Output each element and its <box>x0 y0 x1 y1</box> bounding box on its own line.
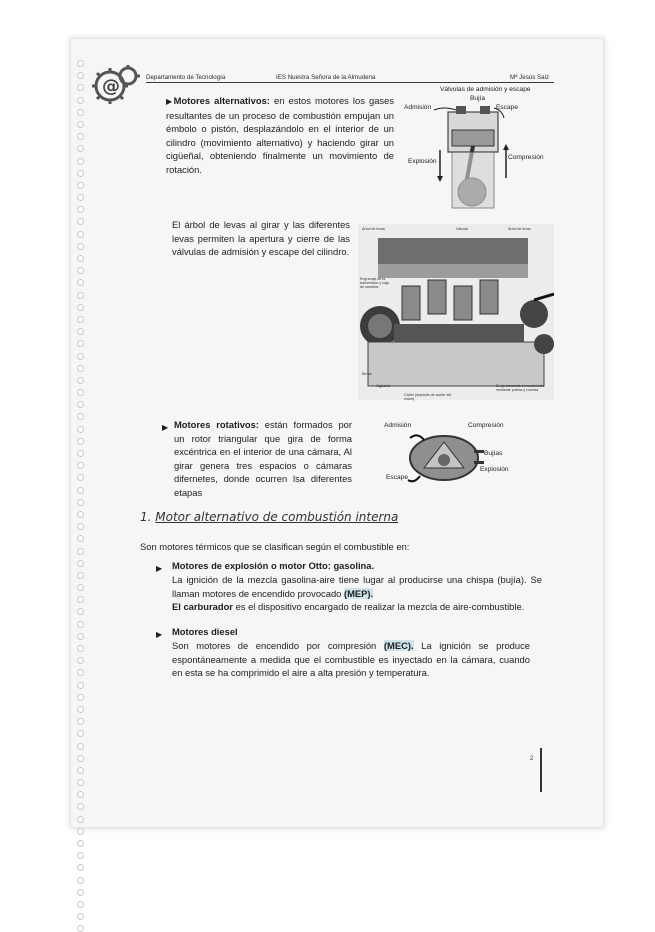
piston-compression-label: Compresión <box>508 154 544 161</box>
otto-bullet: ▶ <box>156 564 163 573</box>
rotary-explosion-label: Explosión <box>480 466 509 473</box>
rotary-admission-label: Admisión <box>384 422 412 429</box>
page-number: 2 <box>530 756 534 762</box>
rotary-exhaust-label: Escape <box>386 474 408 481</box>
otto-p2: es el dispositivo encargado de realizar la mezcla de aire-combustible. <box>232 601 525 613</box>
piston-valves-label: Válvulas de admisión y escape <box>440 86 531 93</box>
diesel-p1b: La ignición se produce espontáneamente a medida que el combustible es inyectado en la cámara, cuando en esta se ha comprimido el aire a alta presión y temperatura. <box>172 640 530 679</box>
arbol-paragraph: El árbol de levas al girar y las diferentes levas permiten la apertura y cierre de las válvulas de admisión y escape del cilindro. <box>172 219 350 258</box>
section-heading-number: 1. <box>140 510 152 524</box>
rotativos-lead: Motores rotativos: <box>174 419 259 430</box>
piston-exhaust-label: Escape <box>496 104 518 111</box>
rotary-diagram <box>398 428 498 488</box>
engine-gears-label: Engranaje de la transmisión y caja de cambios <box>360 277 389 290</box>
diesel-p1a: Son motores de encendido por compresión <box>172 640 384 651</box>
rotativos-paragraph <box>174 418 352 500</box>
rotary-spark-label: Bujías <box>484 450 503 457</box>
rotativos-bullet: ▶ <box>162 423 169 432</box>
piston-spark-label: Bujía <box>470 95 486 102</box>
engine-sump-label: Cárter (depósito de aceite del motor) <box>404 393 452 402</box>
rotary-compression-label: Compresión <box>468 422 504 429</box>
alternativos-body: en estos motores los gases resultantes de un proceso de combustión empujan un émbolo o pistón, desplazándolo en el interior de un cilindro (movimiento alternativo) y haciendo girar un cigüeñal, obteniendo finalmente un movimiento de rotación. <box>166 95 395 175</box>
svg-text:@: @ <box>102 76 120 97</box>
engine-belt-label: El eje transmite el movimiento mediante poleas y correas <box>496 384 544 393</box>
alternativos-paragraph: ▶Motores alternativos: en estos motores los gases resultantes de un proceso de combustión empujan un émbolo o pistón, desplazándolo en el interior de un cilindro (movimiento alternativo) y haciendo girar un cigüeñal, obteniendo finalmente un movimiento de rotación. <box>166 95 395 175</box>
diesel-bullet: ▶ <box>156 630 163 639</box>
header-author: Mª Jesús Saiz <box>510 74 550 81</box>
diesel-lead <box>172 625 542 639</box>
otto-lead-text: Motores de explosión o motor Otto: gasolina <box>172 560 372 571</box>
engine-valve-label: Válvula <box>456 227 468 231</box>
otto-p1: La ignición de la mezcla gasolina-aire tiene lugar al producirse una chispa (bujía). Se llaman motores de encendido provocado <box>172 574 542 599</box>
header-department: Departamento de Tecnología <box>146 74 226 81</box>
binding-holes <box>74 60 88 800</box>
diesel-lead-text: Motores diesel <box>172 626 238 637</box>
diesel-mec: (MEC). <box>383 640 414 651</box>
otto-paragraph <box>172 573 542 614</box>
piston-admission-label: Admisión <box>404 104 432 111</box>
diesel-paragraph <box>172 639 530 680</box>
header-school: IES Nuestra Señora de la Almudena <box>276 74 376 81</box>
otto-mep: (MEP). <box>343 587 374 599</box>
rotativos-body: están formados por un rotor triangular que gira de forma excéntrica en el interior de una cámara, Al girar genera tres espacios o cámaras difernetes, donde ocurren lsa diferentes etapas <box>174 419 352 498</box>
gear-at-logo-icon <box>84 56 144 116</box>
intro-text: Son motores térmicos que se clasifican según el combustible en: <box>140 541 410 552</box>
otto-lead: Motores de explosión o motor Otto: gasolina. <box>172 560 375 571</box>
engine-diagram <box>358 224 554 400</box>
engine-camshaft-right-label: Árbol de levas <box>508 227 531 231</box>
alternativos-lead: Motores alternativos: <box>173 95 270 106</box>
otto-carburetor: El carburador <box>172 601 233 613</box>
piston-explosion-label: Explosión <box>408 158 437 165</box>
header-rule <box>146 82 554 83</box>
engine-camshaft-left-label: Árbol de levas <box>362 227 385 231</box>
section-heading <box>140 510 398 524</box>
engine-crank-label: Cigüeñal <box>376 384 391 388</box>
engine-base-label: Bielas <box>362 372 372 376</box>
section-heading-title: Motor alternativo de combustión interna <box>155 510 399 524</box>
page-number-bar <box>540 748 542 792</box>
